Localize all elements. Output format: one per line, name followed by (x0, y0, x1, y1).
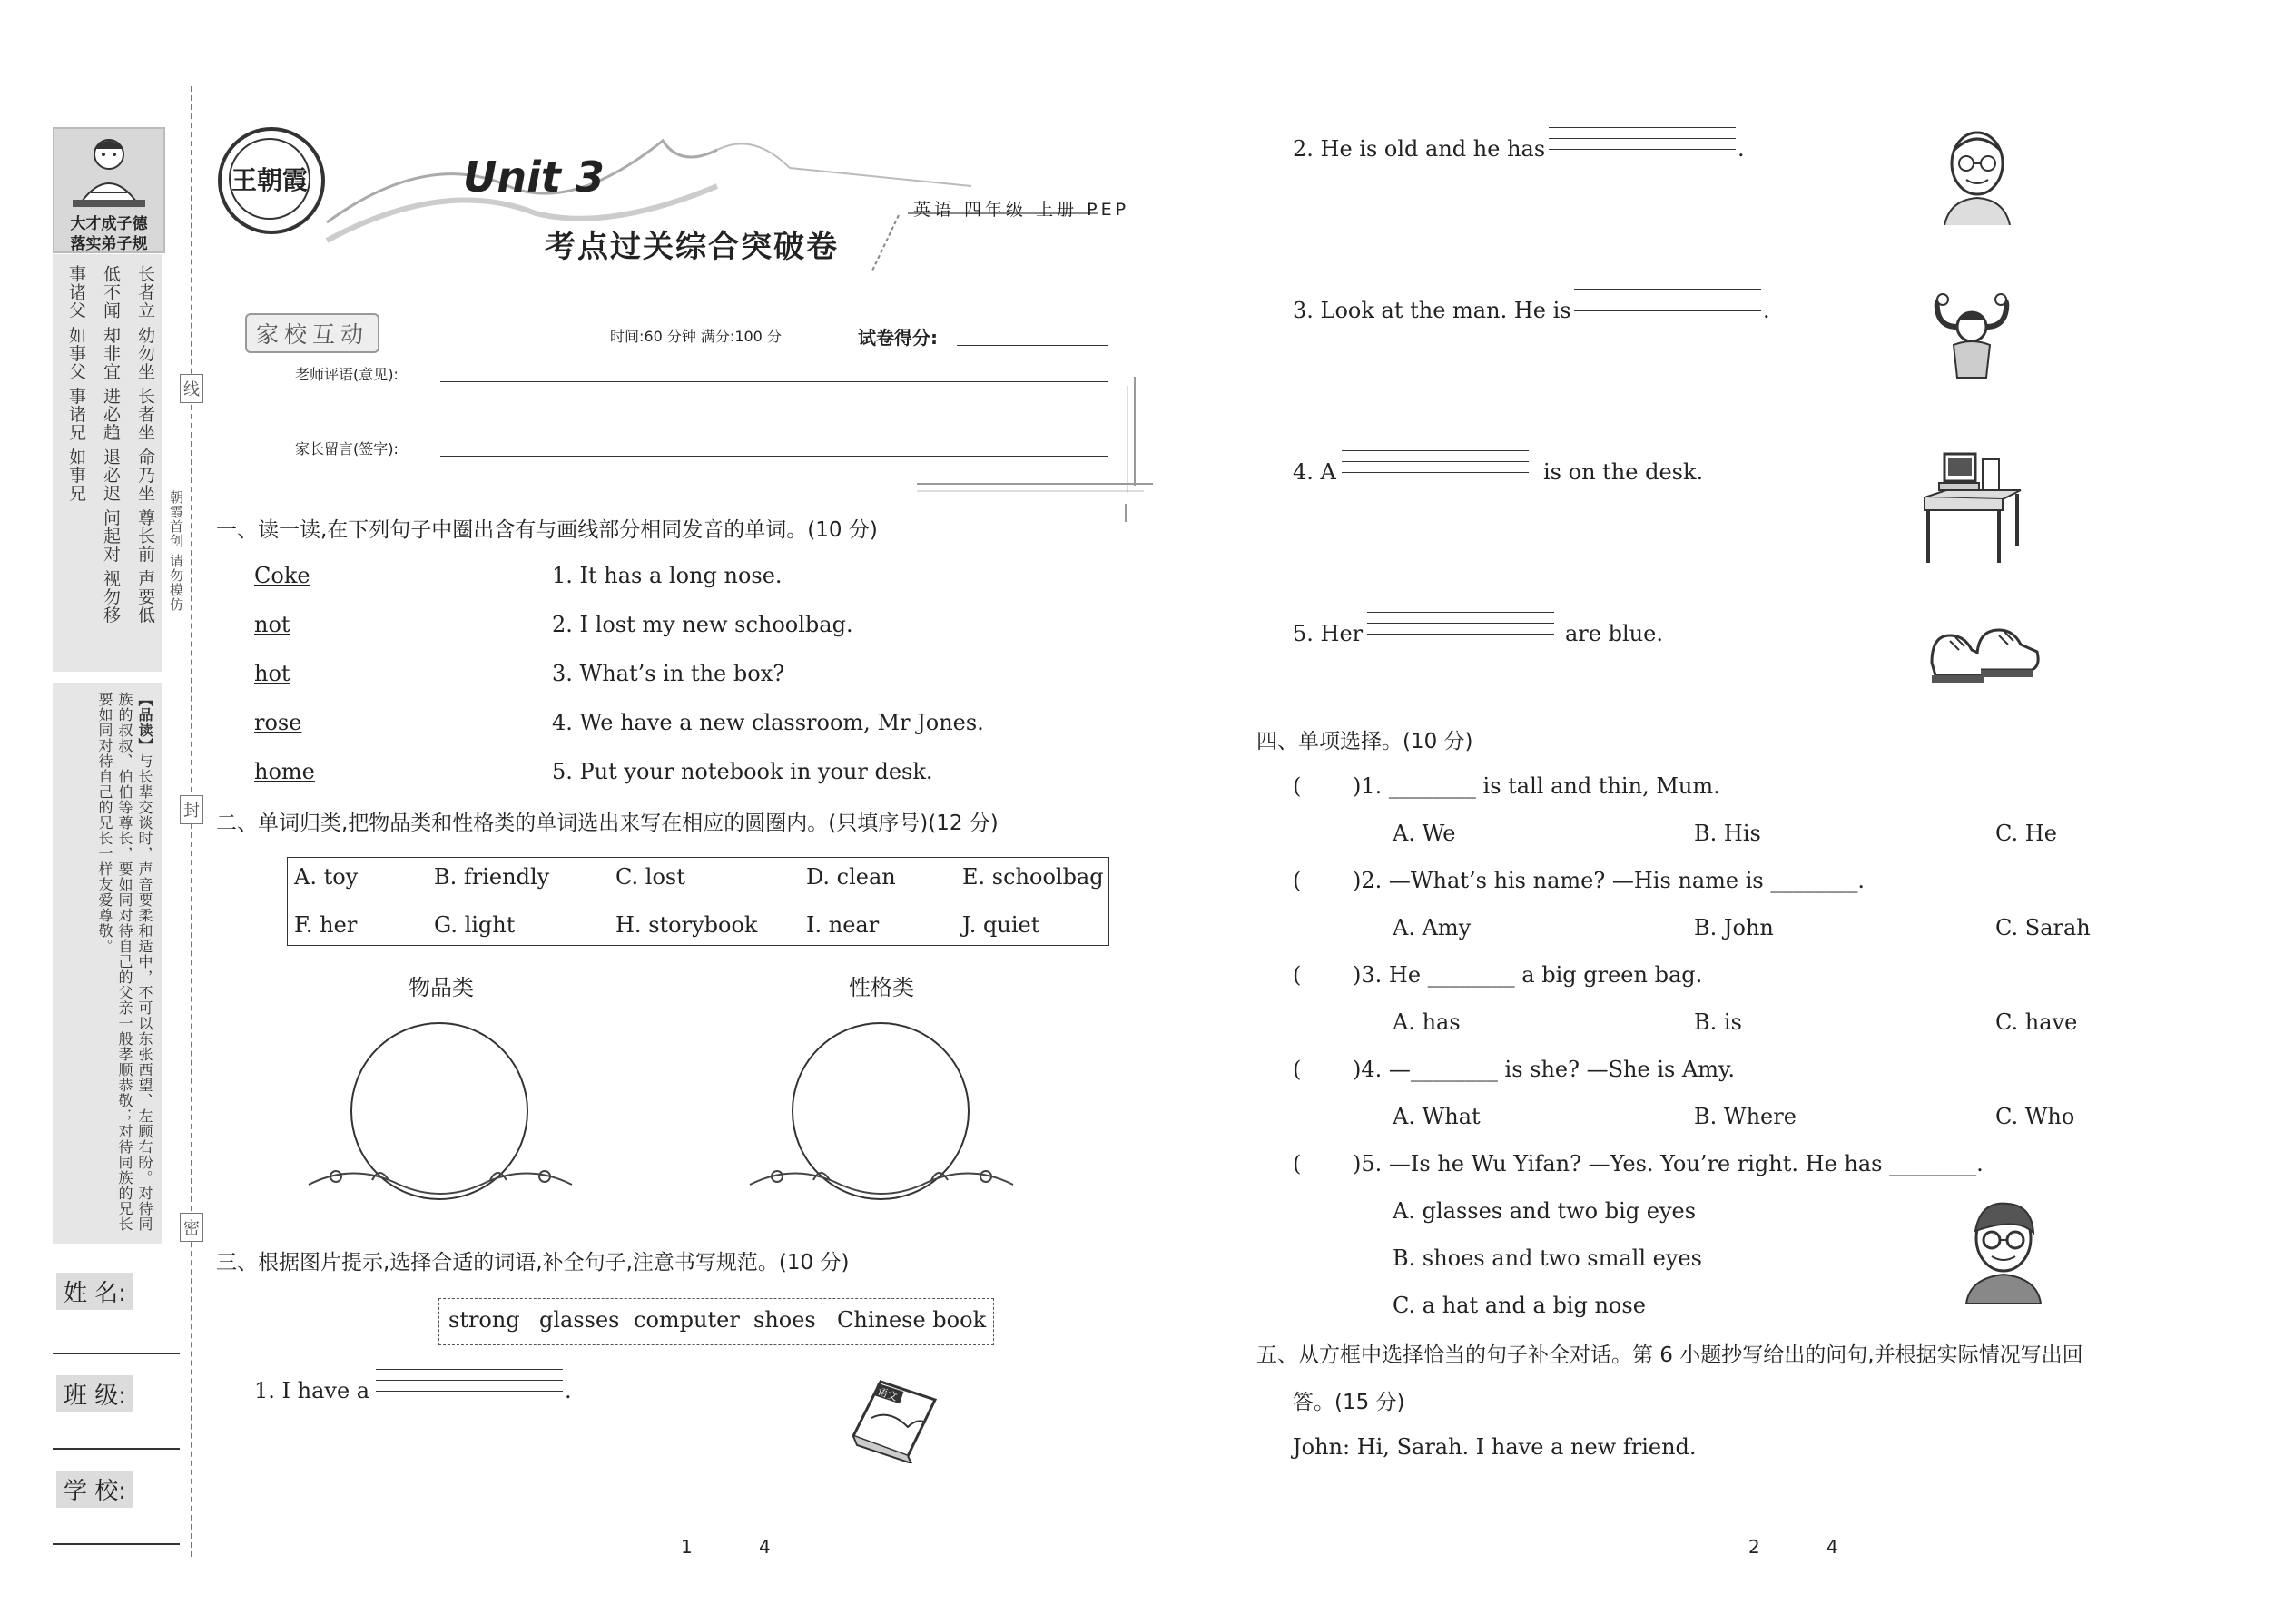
answer-lines-3[interactable] (1574, 289, 1761, 327)
proverb-column-2: 低不闻 却非宜 进必趋 退必迟 问起对 视勿移 (101, 265, 121, 625)
class-label: 班 级: (56, 1375, 133, 1412)
mascot-icon (54, 129, 163, 211)
fill-item-5-end: are blue. (1565, 621, 1663, 646)
corner-lines (917, 377, 1153, 522)
computer-on-desk-icon (1921, 445, 2026, 568)
option-b[interactable]: B. shoes and two small eyes (1393, 1245, 1702, 1271)
old-man-icon (1941, 123, 2013, 225)
page-total: 4 (1826, 1536, 1838, 1558)
grade-info: 英语 四年级 上册 PEP (913, 200, 1130, 220)
name-label: 姓 名: (56, 1273, 133, 1310)
fill-item-4-end: is on the desk. (1543, 459, 1704, 485)
fill-item-2-end: . (1738, 136, 1745, 162)
boy-with-glasses-icon (1963, 1196, 2044, 1304)
mascot-box (53, 127, 165, 253)
option-a[interactable]: A. Amy (1393, 915, 1472, 940)
section-1-title: 一、读一读,在下列句子中圈出含有与画线部分相同发音的单词。(10 分) (216, 518, 878, 542)
option-a[interactable]: A. What (1393, 1104, 1481, 1129)
phonics-sentence[interactable]: 5. Put your notebook in your desk. (552, 759, 933, 784)
fill-item-4: 4. A (1293, 459, 1336, 485)
proverb-column-3: 事诸父 如事父 事诸兄 如事兄 (66, 265, 86, 503)
word-bank-item: strong (448, 1307, 520, 1333)
answer-lines-1[interactable] (376, 1369, 563, 1407)
word-item: C. lost (615, 864, 685, 890)
phonics-word: home (254, 759, 315, 784)
motto-bottom: 落实弟子规 (70, 235, 148, 253)
word-item: F. her (294, 912, 358, 938)
category-personality-label: 性格类 (849, 975, 914, 1000)
score-label: 试卷得分: (858, 327, 938, 349)
option-a[interactable]: A. We (1393, 821, 1456, 846)
answer-lines-5[interactable] (1367, 612, 1554, 650)
binding-char-1: 线 (180, 374, 203, 403)
side-note: 朝霞首创 请勿模仿 (168, 490, 184, 612)
section-2-title: 二、单词归类,把物品类和性格类的单词选出来写在相应的圆圈内。(只填序号)(12 分) (216, 812, 999, 835)
option-c[interactable]: C. a hat and a big nose (1393, 1293, 1646, 1318)
phonics-word: not (254, 612, 290, 637)
word-bank-item: glasses (539, 1307, 620, 1333)
answer-paren[interactable]: ( (1293, 962, 1302, 988)
shoes-icon (1928, 617, 2043, 688)
question-1: )1. ________ is tall and thin, Mum. (1353, 773, 1720, 799)
section-5-title: 五、从方框中选择恰当的句子补全对话。第 6 小题抄写给出的问句,并根据实际情况写出回 (1256, 1343, 2083, 1367)
fill-item-1-end: . (565, 1378, 572, 1403)
word-bank-item: shoes (753, 1307, 816, 1333)
reading-note: 【品读】与长辈交谈时，声音要柔和适中，不可以东张西望、左顾右盼。对待同族的叔叔、伯伯等尊长，要如同对待自己的父亲一般孝顺恭敬；对待同族的兄长要如同对待自己的兄长一样友爱尊敬。 (96, 692, 153, 1232)
score-line[interactable] (957, 345, 1108, 346)
strong-man-icon (1926, 290, 2017, 381)
page-total: 4 (759, 1536, 771, 1558)
word-item: I. near (806, 912, 880, 938)
phonics-sentence[interactable]: 4. We have a new classroom, Mr Jones. (552, 710, 984, 735)
option-c[interactable]: C. Who (1995, 1104, 2075, 1129)
home-school-badge: 家校互动 (245, 313, 379, 353)
phonics-sentence[interactable]: 2. I lost my new schoolbag. (552, 612, 853, 637)
vine-decoration-icon (300, 1153, 581, 1207)
answer-paren[interactable]: ( (1293, 868, 1302, 893)
category-items-label: 物品类 (409, 975, 474, 1000)
page-number: 2 (1748, 1536, 1760, 1558)
word-bank-item: computer (634, 1307, 740, 1333)
phonics-word: hot (254, 661, 290, 686)
phonics-sentence[interactable]: 3. What’s in the box? (552, 661, 785, 686)
phonics-word: Coke (254, 563, 310, 588)
answer-paren[interactable]: ( (1293, 1151, 1302, 1176)
option-b[interactable]: B. is (1694, 1009, 1742, 1035)
binding-char-2: 封 (180, 795, 203, 824)
section-4-title: 四、单项选择。(10 分) (1256, 730, 1473, 753)
option-a[interactable]: A. glasses and two big eyes (1393, 1198, 1697, 1224)
word-item: J. quiet (962, 912, 1040, 938)
answer-paren[interactable]: ( (1293, 773, 1302, 799)
question-2: )2. —What’s his name? —His name is ________. (1353, 868, 1865, 893)
page-number: 1 (681, 1536, 693, 1558)
option-b[interactable]: B. Where (1694, 1104, 1797, 1129)
fill-item-2: 2. He is old and he has (1293, 136, 1546, 162)
question-4: )4. —________ is she? —She is Amy. (1353, 1057, 1736, 1082)
class-line[interactable] (53, 1448, 180, 1450)
word-item: E. schoolbag (962, 864, 1104, 890)
exam-subtitle: 考点过关综合突破卷 (545, 229, 839, 265)
fill-item-3: 3. Look at the man. He is (1293, 298, 1571, 323)
fill-item-5: 5. Her (1293, 621, 1364, 646)
option-c[interactable]: C. have (1995, 1009, 2078, 1035)
section-3-title: 三、根据图片提示,选择合适的词语,补全句子,注意书写规范。(10 分) (216, 1251, 850, 1275)
option-a[interactable]: A. has (1393, 1009, 1461, 1035)
option-b[interactable]: B. John (1694, 915, 1774, 940)
name-line[interactable] (53, 1353, 180, 1354)
fill-item-3-end: . (1763, 298, 1770, 323)
option-c[interactable]: C. He (1995, 821, 2057, 846)
unit-title: Unit 3 (463, 153, 605, 202)
time-info: 时间:60 分钟 满分:100 分 (610, 328, 782, 345)
word-item: D. clean (806, 864, 896, 890)
word-item: A. toy (294, 864, 359, 890)
word-bank-item: Chinese book (837, 1307, 987, 1333)
word-item: G. light (434, 912, 516, 938)
proverb-box (53, 254, 162, 672)
dialog-line-1: John: Hi, Sarah. I have a new friend. (1293, 1434, 1697, 1460)
option-c[interactable]: C. Sarah (1995, 915, 2091, 940)
parent-message-label: 家长留言(签字): (295, 440, 399, 458)
fill-item-1: 1. I have a (254, 1378, 370, 1403)
proverb-column-1: 长者立 幼勿坐 长者坐 命乃坐 尊长前 声要低 (135, 265, 155, 625)
teacher-comment-label: 老师评语(意见): (295, 366, 399, 383)
school-line[interactable] (53, 1543, 180, 1545)
phonics-word: rose (254, 710, 302, 735)
vine-decoration-icon (741, 1153, 1022, 1207)
section-5-title-cont: 答。(15 分) (1293, 1391, 1405, 1414)
motto-top: 大才成子德 (70, 215, 148, 233)
phonics-sentence[interactable]: 1. It has a long nose. (552, 563, 783, 588)
book-label: 语文 (876, 1385, 900, 1403)
binding-char-3: 密 (180, 1213, 203, 1242)
school-label: 学 校: (56, 1471, 133, 1508)
answer-lines-4[interactable] (1342, 450, 1529, 488)
option-b[interactable]: B. His (1694, 821, 1761, 846)
answer-lines-2[interactable] (1549, 127, 1736, 165)
chinese-book-icon (844, 1373, 944, 1463)
question-3: )3. He ________ a big green bag. (1353, 962, 1703, 988)
logo-text: 王朝霞 (229, 138, 310, 220)
word-item: H. storybook (615, 912, 758, 938)
word-item: B. friendly (434, 864, 550, 890)
answer-paren[interactable]: ( (1293, 1057, 1302, 1082)
question-5: )5. —Is he Wu Yifan? —Yes. You’re right. He has ________. (1353, 1151, 1984, 1176)
reading-note-box (53, 683, 162, 1244)
